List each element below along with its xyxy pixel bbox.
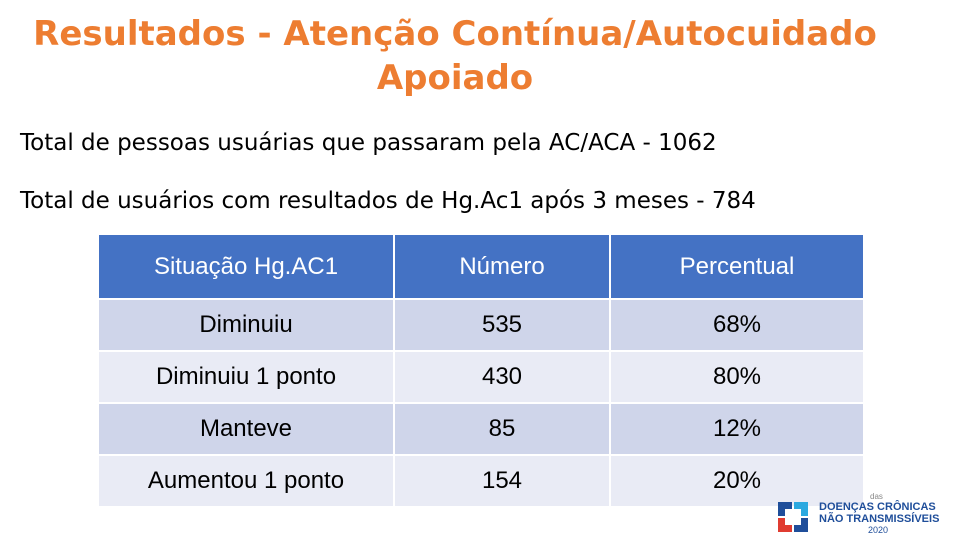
cell-situacao: Manteve: [98, 403, 394, 455]
dcnt-logo: [776, 492, 946, 536]
cell-situacao: Aumentou 1 ponto: [98, 455, 394, 507]
cell-situacao: Diminuiu 1 ponto: [98, 351, 394, 403]
cell-percentual: 68%: [610, 299, 864, 351]
header-percentual: Percentual: [610, 234, 864, 299]
cell-percentual: 20%: [610, 455, 864, 507]
page-title: [0, 12, 910, 100]
title-line-1: Resultados - Atenção Contínua/Autocuidado: [33, 14, 877, 54]
total-results-text: Total de usuários com resultados de Hg.Ac1 após 3 meses - 784: [20, 188, 756, 214]
header-numero: Número: [394, 234, 610, 299]
logo-year: 2020: [868, 525, 889, 535]
total-users-text: Total de pessoas usuárias que passaram pela AC/ACA - 1062: [20, 130, 717, 156]
table-row: [98, 403, 864, 455]
cell-situacao: Diminuiu: [98, 299, 394, 351]
logo-prefix: das: [870, 492, 883, 501]
logo-text-line-2: NÃO TRANSMISSÍVEIS: [819, 513, 940, 525]
logo-mark-icon: [776, 496, 816, 536]
cell-numero: 154: [394, 455, 610, 507]
cell-percentual: 80%: [610, 351, 864, 403]
cell-numero: 535: [394, 299, 610, 351]
table-header-row: [98, 234, 864, 299]
results-table: [97, 233, 865, 508]
cell-numero: 85: [394, 403, 610, 455]
table-row: [98, 299, 864, 351]
table-row: [98, 351, 864, 403]
title-line-2: Apoiado: [376, 58, 534, 98]
cell-numero: 430: [394, 351, 610, 403]
table-row: [98, 455, 864, 507]
cell-percentual: 12%: [610, 403, 864, 455]
header-situacao: Situação Hg.AC1: [98, 234, 394, 299]
logo-text-line-1: DOENÇAS CRÔNICAS: [819, 501, 936, 513]
